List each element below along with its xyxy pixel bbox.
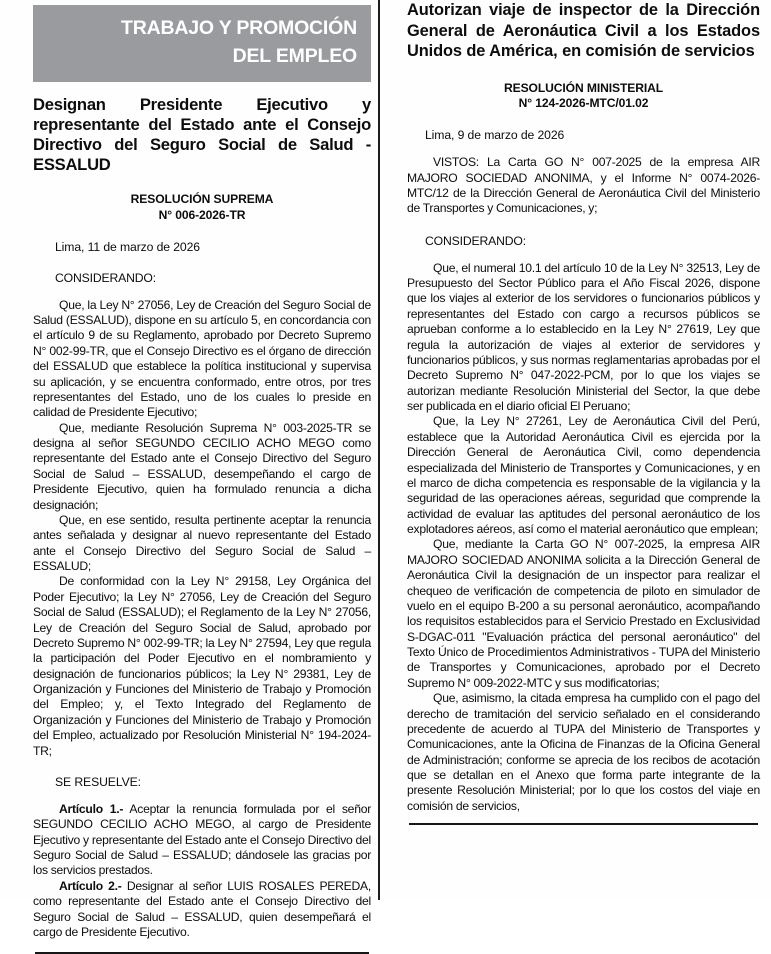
right-vistos-paragraph bbox=[407, 155, 760, 217]
left-paragraph-2: Que, mediante Resolución Suprema N° 003-2025-TR se designa al señor SEGUNDO CECILIO ACHO MEGO como representante del Estado ante el Consejo Directivo del Seguro Social de Salud – ESSALUD, desempeñando el cargo de Presidente Ejecutivo, quien ha formulado renuncia a dicha designación; bbox=[33, 420, 371, 512]
section-banner bbox=[33, 5, 371, 82]
right-paragraph-3: Que, mediante la Carta GO N° 007-2025, la empresa AIR MAJORO SOCIEDAD ANONIMA solicita a la Dirección General de Aeronáutica Civil la designación de un inspector para realizar el chequeo de verificación de competencia de piloto en simulador de vuelo en el equipo B-200 a su personal aeronáutico, acompañando los requisitos establecidos para el Servicio Prestado en Exclusividad S-DGAC-011 "Evaluación práctica del personal aeronáutico" del Texto Único de Procedimientos Administrativos - TUPA del Ministerio de Transportes y Comunicaciones, aprobado por el Decreto Supremo N° 009-2022-MTC y sus modificatorias; bbox=[407, 537, 760, 690]
right-vistos-text: La Carta GO N° 007-2025 de la empresa AIR MAJORO SOCIEDAD ANONIMA, y el Informe N° 0074-2026-MTC/12 de la Dirección General de Aeronáutica Civil del Ministerio de Transportes y Comunicaciones, y; bbox=[407, 155, 760, 216]
left-resolution-number: N° 006-2026-TR bbox=[158, 207, 246, 222]
section-banner-line1: TRABAJO Y PROMOCIÓN bbox=[120, 17, 357, 39]
left-considering-label: CONSIDERANDO: bbox=[55, 270, 156, 285]
right-vistos-label: VISTOS: bbox=[433, 155, 479, 170]
left-column bbox=[0, 0, 385, 939]
right-resolution-heading bbox=[407, 81, 760, 111]
left-resolves-label: SE RESUELVE: bbox=[55, 774, 141, 789]
left-paragraph-4: De conformidad con la Ley N° 29158, Ley Orgánica del Poder Ejecutivo; la Ley N° 27056, Ley de Creación del Seguro Social de Salud (ESSALUD); el Reglamento de la Ley N° 27056, Ley de Creación del Seguro Social de Salud, aprobado por Decreto Supremo N° 002-99-TR; la Ley N° 27594, Ley que regula la participación del Poder Ejecutivo en el nombramiento y designación de funcionarios públicos; la Ley N° 29381, Ley de Organización y Funciones del Ministerio de Trabajo y Promoción del Empleo; y, el Texto Integrado del Reglamento de Organización y Funciones del Ministerio de Trabajo y Promoción del Empleo, actualizado por Resolución Ministerial N° 194-2024-TR; bbox=[33, 574, 371, 758]
right-document-title: Autorizan viaje de inspector de la Dirección General de Aeronáutica Civil a los Estados Unidos de América, en comisión de servicios bbox=[407, 1, 760, 61]
right-paragraph-2: Que, la Ley N° 27261, Ley de Aeronáutica Civil del Perú, establece que la Autoridad Aeronáutica Civil es ejercida por la Dirección General de Aeronáutica Civil, como dependencia especializada del Ministerio de Transportes y Comunicaciones, y en el marco de dicha competencia es responsable de la vigilancia y la seguridad de las operaciones aéreas, seguridad que comprende la actividad de evaluar las aptitudes del personal aeronáutico de los explotadores aéreos, así como el material aeronáutico que emplean; bbox=[407, 414, 760, 537]
left-paragraph-3: Que, en ese sentido, resulta pertinente aceptar la renuncia antes señalada y designar al nuevo representante del Estado ante el Consejo Directivo del Seguro Social de Salud – ESSALUD; bbox=[33, 512, 371, 574]
right-paragraph-1: Que, el numeral 10.1 del artículo 10 de la Ley N° 32513, Ley de Presupuesto del Sector Público para el Año Fiscal 2026, dispone que los viajes al exterior de los servidores o funcionarios públicos y representantes del Estado con cargo a recursos públicos se aprueban conforme a lo establecido en la Ley N° 27619, Ley que regula la autorización de viajes al exterior de servidores y funcionarios públicos, y sus normas reglamentarias aprobadas por el Decreto Supremo N° 047-2022-PCM, por lo que los viajes se autorizan mediante Resolución Ministerial del Sector, la que debe ser publicada en el diario oficial El Peruano; bbox=[407, 260, 760, 414]
left-place-date: Lima, 11 de marzo de 2026 bbox=[55, 239, 200, 254]
right-resolution-number: N° 124-2026-MTC/01.02 bbox=[518, 96, 649, 111]
left-document-title: Designan Presidente Ejecutivo y representante del Estado ante el Consejo Directivo del Seguro Social de Salud - ESSALUD bbox=[33, 94, 371, 175]
right-end-rule bbox=[409, 823, 758, 825]
right-considering-label: CONSIDERANDO: bbox=[425, 233, 526, 248]
left-article-2-text: Designar al señor LUIS ROSALES PEREDA, como representante del Estado ante el Consejo Directivo del Seguro Social de Salud – ESSALUD, quien desempeñará el cargo de Presidente Ejecutivo. bbox=[33, 878, 371, 939]
right-paragraph-4: Que, asimismo, la citada empresa ha cumplido con el pago del derecho de tramitación del servicio señalado en el considerando precedente de acuerdo al TUPA del Ministerio de Transportes y Comunicaciones, ante la Oficina de Finanzas de la Oficina General de Administración; conforme se aprecia de los recibos de acotación que se detallan en el Anexo que forma parte integrante de la presente Resolución Ministerial; por lo que los costos del viaje en comisión de servicios, bbox=[407, 691, 760, 813]
left-resolution-type: RESOLUCIÓN SUPREMA bbox=[130, 192, 274, 207]
right-place-date: Lima, 9 de marzo de 2026 bbox=[425, 128, 565, 143]
right-resolution-type: RESOLUCIÓN MINISTERIAL bbox=[503, 81, 664, 96]
left-paragraph-1: Que, la Ley N° 27056, Ley de Creación del Seguro Social de Salud (ESSALUD), dispone en su artículo 5, en concordancia con el artículo 9 de su Reglamento, aprobado por Decreto Supremo N° 002-99-TR, que el Consejo Directivo es el órgano de dirección del ESSALUD que establece la política institucional y supervisa su aplicación, y se encuentra conformado, entre otros, por tres representantes del Estado, uno de los cuales lo preside en calidad de Presidente Ejecutivo; bbox=[33, 297, 371, 420]
right-column bbox=[385, 0, 770, 900]
left-article-1-text: Aceptar la renuncia formulada por el señor SEGUNDO CECILIO ACHO MEGO, al cargo de Presidente Ejecutivo y representante del Estado ante el Consejo Directivo del Seguro Social de Salud – ESSALUD; dándosele las gracias por los servicios prestados. bbox=[33, 801, 371, 878]
left-article-1 bbox=[33, 802, 371, 879]
left-article-2 bbox=[33, 879, 371, 941]
left-article-1-number: Artículo 1.- bbox=[59, 801, 124, 816]
left-article-2-number: Artículo 2.- bbox=[59, 878, 122, 893]
section-banner-line2: DEL EMPLEO bbox=[232, 45, 357, 68]
left-resolution-heading bbox=[33, 192, 371, 222]
